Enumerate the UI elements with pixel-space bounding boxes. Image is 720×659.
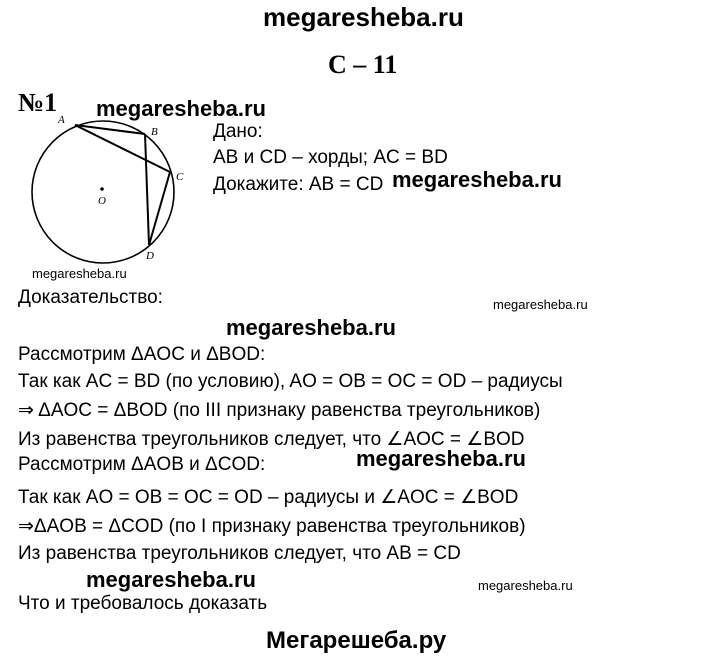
proof-line: Рассмотрим ΔAOB и ΔCOD:	[18, 454, 266, 475]
page-title: С – 11	[328, 50, 398, 79]
center-point	[100, 187, 104, 191]
watermark: megaresheba.ru	[226, 315, 396, 340]
label-b: B	[151, 126, 158, 138]
proof-line: Рассмотрим ΔAOC и ΔBOD:	[18, 344, 266, 365]
given-line-2: Докажите: AB = CD	[213, 174, 384, 195]
given-line-1: AB и CD – хорды; AC = BD	[213, 147, 448, 168]
label-c: C	[176, 171, 184, 183]
segment-bd	[145, 134, 149, 245]
proof-line: ⇒ ΔAOC = ΔBOD (по III признаку равенства треугольников)	[18, 400, 541, 421]
watermark-small: megaresheba.ru	[32, 266, 127, 281]
footer-brand: Мегарешеба.ру	[266, 627, 447, 654]
label-o: O	[98, 195, 106, 207]
circle-diagram	[18, 105, 208, 275]
watermark: megaresheba.ru	[86, 567, 256, 592]
proof-conclusion: Что и требовалось доказать	[18, 593, 268, 614]
circle	[32, 121, 174, 263]
proof-line: Из равенства треугольников следует, что AB = CD	[18, 543, 461, 564]
proof-heading: Доказательство:	[18, 287, 163, 308]
watermark: megaresheba.ru	[96, 96, 266, 121]
watermark: megaresheba.ru	[356, 446, 526, 471]
proof-line: Так как AC = BD (по условию), AO = OB = OC = OD – радиусы	[18, 371, 563, 392]
watermark-small: megaresheba.ru	[493, 297, 588, 312]
task-number: №1	[18, 88, 58, 117]
header-watermark: megaresheba.ru	[263, 2, 464, 32]
label-d: D	[146, 250, 154, 262]
proof-line: ⇒ΔAOB = ΔCOD (по I признаку равенства треугольников)	[18, 516, 526, 537]
label-a: A	[58, 114, 65, 126]
proof-line: Так как AO = OB = OC = OD – радиусы и ∠AOC = ∠BOD	[18, 487, 519, 508]
watermark: megaresheba.ru	[392, 167, 562, 192]
watermark-small: megaresheba.ru	[478, 578, 573, 593]
given-heading: Дано:	[213, 121, 263, 142]
proof-line: Из равенства треугольников следует, что ∠AOC = ∠BOD	[18, 429, 525, 450]
